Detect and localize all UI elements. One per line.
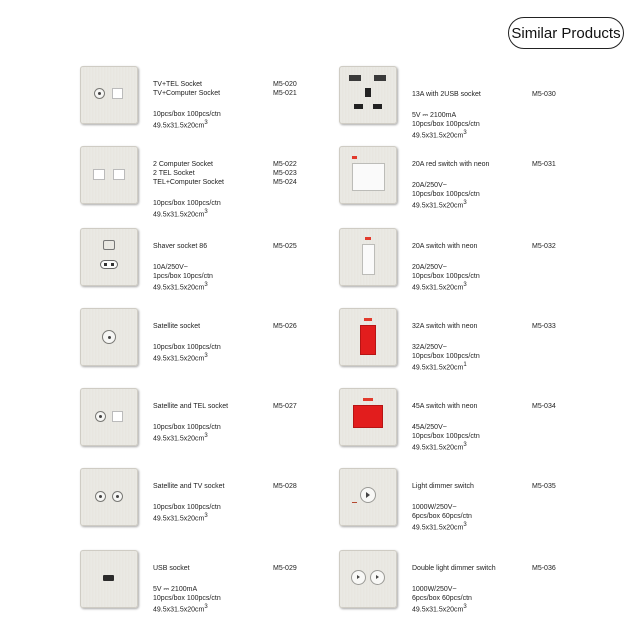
- model-codes: [532, 160, 556, 169]
- neon-indicator: [363, 398, 373, 401]
- dimension-unit-power: 3: [204, 209, 208, 215]
- dimension-value: 49.5x31.5x20cm: [153, 284, 205, 292]
- spacer: [153, 331, 333, 343]
- satellite-jack: [95, 491, 106, 502]
- usb-port: [374, 75, 386, 81]
- model-code: M5-024: [273, 179, 297, 186]
- product-spec: 45A/250V~: [412, 424, 447, 431]
- dimension-unit-power: 3: [204, 282, 208, 288]
- dimension-unit-power: 3: [463, 130, 467, 136]
- spacer: [412, 251, 592, 263]
- product-name: Light dimmer switch: [412, 483, 474, 490]
- product-name: Satellite and TV socket: [153, 483, 225, 490]
- model-code: M5-021: [273, 90, 297, 97]
- rocker-switch-icon: [339, 146, 397, 204]
- spacer: [412, 169, 592, 181]
- product-info: [412, 564, 592, 614]
- carton-dimensions: [412, 441, 592, 452]
- double-dimmer-switch-icon: [339, 550, 397, 608]
- dimension-unit-power: 3: [204, 353, 208, 359]
- product-spec: 10pcs/box 100pcs/ctn: [153, 424, 221, 431]
- model-code: M5-028: [273, 483, 297, 490]
- earth-slot: [365, 88, 371, 97]
- carton-dimensions: [153, 603, 333, 614]
- product-name: Double light dimmer switch: [412, 565, 496, 572]
- shaver-outlet: [100, 260, 118, 269]
- neon-indicator: [364, 318, 372, 321]
- red-rocker: [360, 325, 376, 355]
- usb-port: [349, 75, 361, 81]
- model-code: M5-032: [532, 243, 556, 250]
- product-spec: 10pcs/box 100pcs/ctn: [412, 353, 480, 360]
- satellite-jack: [102, 330, 116, 344]
- product-info: [153, 80, 333, 130]
- model-codes: [273, 242, 297, 251]
- product-info: [412, 402, 592, 452]
- spacer: [153, 187, 333, 199]
- dimension-unit-power: 3: [463, 604, 467, 610]
- model-code: M5-033: [532, 323, 556, 330]
- data-port: [112, 88, 123, 99]
- product-spec: 10pcs/box 100pcs/ctn: [153, 111, 221, 118]
- dimension-value: 49.5x31.5x20cm: [412, 364, 464, 372]
- product-spec: 1000W/250V~: [412, 586, 457, 593]
- dimmer-mark: [352, 502, 357, 503]
- shaver-pin: [104, 263, 107, 266]
- model-code: M5-027: [273, 403, 297, 410]
- product-spec: 10pcs/box 100pcs/ctn: [412, 191, 480, 198]
- product-spec: 32A/250V~: [412, 344, 447, 351]
- model-codes: [532, 564, 556, 573]
- tv-tel-socket-icon: [80, 66, 138, 124]
- dimension-value: 49.5x31.5x20cm: [412, 444, 464, 452]
- model-codes: [273, 80, 297, 98]
- model-code: M5-031: [532, 161, 556, 168]
- dimension-unit-power: 3: [204, 604, 208, 610]
- carton-dimensions: [153, 432, 333, 443]
- model-code: M5-023: [273, 170, 297, 177]
- spacer: [153, 491, 333, 503]
- product-name: TV+Computer Socket: [153, 90, 221, 97]
- model-codes: [273, 482, 297, 491]
- carton-dimensions: [412, 361, 592, 372]
- dimension-unit-power: 3: [204, 513, 208, 519]
- dimension-value: 49.5x31.5x20cm: [412, 606, 464, 614]
- product-spec: 10pcs/box 100pcs/ctn: [412, 121, 480, 128]
- product-name: 20A red switch with neon: [412, 161, 490, 168]
- product-item[interactable]: [80, 550, 380, 622]
- product-spec: 5V ⎓ 2100mA: [153, 586, 198, 593]
- play-arrow: [357, 575, 360, 579]
- carton-dimensions: [412, 281, 592, 292]
- product-item[interactable]: [339, 146, 639, 218]
- product-info: [412, 160, 592, 210]
- spacer: [153, 98, 333, 110]
- product-info: [153, 160, 333, 219]
- product-item[interactable]: [339, 550, 639, 622]
- carton-dimensions: [412, 603, 592, 614]
- play-arrow: [376, 575, 379, 579]
- model-code: M5-030: [532, 91, 556, 98]
- dimension-value: 49.5x31.5x20cm: [412, 132, 464, 140]
- data-port: [113, 169, 125, 180]
- product-name: 2 Computer Socket: [153, 161, 213, 168]
- vertical-switch-icon: [339, 228, 397, 286]
- model-codes: [532, 322, 556, 331]
- product-name: 20A switch with neon: [412, 243, 478, 250]
- product-info: [412, 482, 592, 532]
- carton-dimensions: [153, 512, 333, 523]
- dimension-unit-power: 3: [463, 200, 467, 206]
- model-codes: [532, 482, 556, 491]
- data-port: [93, 169, 105, 180]
- product-spec: 6pcs/box 60pcs/ctn: [412, 595, 472, 602]
- dimension-value: 49.5x31.5x20cm: [412, 524, 464, 532]
- product-spec: 6pcs/box 60pcs/ctn: [412, 513, 472, 520]
- model-codes: [532, 90, 556, 99]
- live-slot: [354, 104, 363, 109]
- model-code: M5-022: [273, 161, 297, 168]
- neutral-slot: [373, 104, 382, 109]
- product-spec: 20A/250V~: [412, 264, 447, 271]
- product-item[interactable]: [339, 308, 639, 380]
- dimension-unit-power: 3: [204, 120, 208, 126]
- shaver-symbol: [103, 240, 115, 250]
- product-info: [412, 90, 592, 140]
- product-item[interactable]: [339, 468, 639, 540]
- product-spec: 10pcs/box 100pcs/ctn: [412, 273, 480, 280]
- product-name: Shaver socket 86: [153, 243, 208, 250]
- product-name: TV+TEL Socket: [153, 81, 202, 88]
- spacer: [412, 99, 592, 111]
- dual-data-socket-icon: [80, 146, 138, 204]
- product-info: [153, 564, 333, 614]
- data-port: [112, 411, 123, 422]
- play-arrow: [366, 492, 370, 498]
- product-info: [153, 242, 333, 292]
- product-name: 32A switch with neon: [412, 323, 478, 330]
- dimension-value: 49.5x31.5x20cm: [153, 122, 205, 130]
- red-rocker: [353, 405, 383, 428]
- model-codes: [273, 564, 297, 573]
- carton-dimensions: [153, 208, 333, 219]
- dimension-value: 49.5x31.5x20cm: [412, 202, 464, 210]
- product-spec: 10pcs/box 100pcs/ctn: [153, 344, 221, 351]
- product-spec: 10pcs/box 100pcs/ctn: [153, 595, 221, 602]
- carton-dimensions: [153, 352, 333, 363]
- product-info: [153, 402, 333, 443]
- product-item[interactable]: [80, 388, 380, 460]
- product-item[interactable]: [80, 66, 380, 138]
- dimension-unit-power: 3: [204, 433, 208, 439]
- model-codes: [273, 160, 297, 187]
- product-info: [153, 322, 333, 363]
- product-spec: 10A/250V~: [153, 264, 188, 271]
- dimension-value: 49.5x31.5x20cm: [153, 435, 205, 443]
- usb-socket-icon: [80, 550, 138, 608]
- spacer: [412, 331, 592, 343]
- model-codes: [273, 402, 297, 411]
- neon-indicator: [365, 237, 371, 240]
- product-info: [412, 242, 592, 292]
- carton-dimensions: [412, 199, 592, 210]
- product-spec: 10pcs/box 100pcs/ctn: [412, 433, 480, 440]
- product-spec: 1pcs/box 10pcs/ctn: [153, 273, 213, 280]
- product-name: Satellite and TEL socket: [153, 403, 229, 410]
- satellite-tel-socket-icon: [80, 388, 138, 446]
- carton-dimensions: [153, 119, 333, 130]
- shaver-pin: [111, 263, 114, 266]
- product-spec: 20A/250V~: [412, 182, 447, 189]
- product-name: USB socket: [153, 565, 190, 572]
- satellite-tv-socket-icon: [80, 468, 138, 526]
- dimension-value: 49.5x31.5x20cm: [153, 606, 205, 614]
- dimension-value: 49.5x31.5x20cm: [412, 284, 464, 292]
- dimension-unit-power: 3: [463, 522, 467, 528]
- model-code: M5-034: [532, 403, 556, 410]
- similar-products-badge[interactable]: Similar Products: [508, 17, 624, 49]
- model-codes: [273, 322, 297, 331]
- model-code: M5-036: [532, 565, 556, 572]
- dimension-unit-power: 1: [463, 362, 467, 368]
- product-item[interactable]: [80, 468, 380, 540]
- product-item[interactable]: [339, 228, 639, 300]
- model-code: M5-035: [532, 483, 556, 490]
- spacer: [153, 251, 333, 263]
- product-item[interactable]: [339, 66, 639, 138]
- product-item[interactable]: [80, 308, 380, 380]
- spacer: [153, 411, 333, 423]
- rocker-button: [352, 163, 385, 191]
- dimension-value: 49.5x31.5x20cm: [153, 211, 205, 219]
- product-info: [153, 482, 333, 523]
- coax-jack: [94, 88, 105, 99]
- spacer: [412, 573, 592, 585]
- product-name: Satellite socket: [153, 323, 201, 330]
- shaver-socket-icon: [80, 228, 138, 286]
- product-item[interactable]: [339, 388, 639, 460]
- dimension-value: 49.5x31.5x20cm: [153, 515, 205, 523]
- carton-dimensions: [412, 521, 592, 532]
- product-name: 45A switch with neon: [412, 403, 478, 410]
- product-spec: 10pcs/box 100pcs/ctn: [153, 504, 221, 511]
- satellite-socket-icon: [80, 308, 138, 366]
- usb-port: [103, 575, 114, 581]
- red-switch-icon: [339, 308, 397, 366]
- spacer: [153, 573, 333, 585]
- product-name: 2 TEL Socket: [153, 170, 195, 177]
- satellite-jack: [95, 411, 106, 422]
- model-code: M5-026: [273, 323, 297, 330]
- product-name: 13A with 2USB socket: [412, 91, 481, 98]
- neon-indicator: [352, 156, 357, 159]
- product-item[interactable]: [80, 228, 380, 300]
- spacer: [412, 411, 592, 423]
- model-code: M5-020: [273, 81, 297, 88]
- model-codes: [532, 402, 556, 411]
- rocker-button: [362, 244, 375, 275]
- product-spec: 5V ⎓ 2100mA: [412, 112, 457, 119]
- dimension-value: 49.5x31.5x20cm: [153, 355, 205, 363]
- dimension-unit-power: 3: [463, 282, 467, 288]
- product-spec: 10pcs/box 100pcs/ctn: [153, 200, 221, 207]
- model-codes: [532, 242, 556, 251]
- carton-dimensions: [153, 281, 333, 292]
- model-code: M5-025: [273, 243, 297, 250]
- product-item[interactable]: [80, 146, 380, 218]
- dimension-unit-power: 3: [463, 442, 467, 448]
- carton-dimensions: [412, 129, 592, 140]
- dimmer-switch-icon: [339, 468, 397, 526]
- spacer: [412, 491, 592, 503]
- product-spec: 1000W/250V~: [412, 504, 457, 511]
- coax-jack: [112, 491, 123, 502]
- model-code: M5-029: [273, 565, 297, 572]
- product-name: TEL+Computer Socket: [153, 179, 225, 186]
- uk-socket-2usb-icon: [339, 66, 397, 124]
- red-large-switch-icon: [339, 388, 397, 446]
- product-info: [412, 322, 592, 372]
